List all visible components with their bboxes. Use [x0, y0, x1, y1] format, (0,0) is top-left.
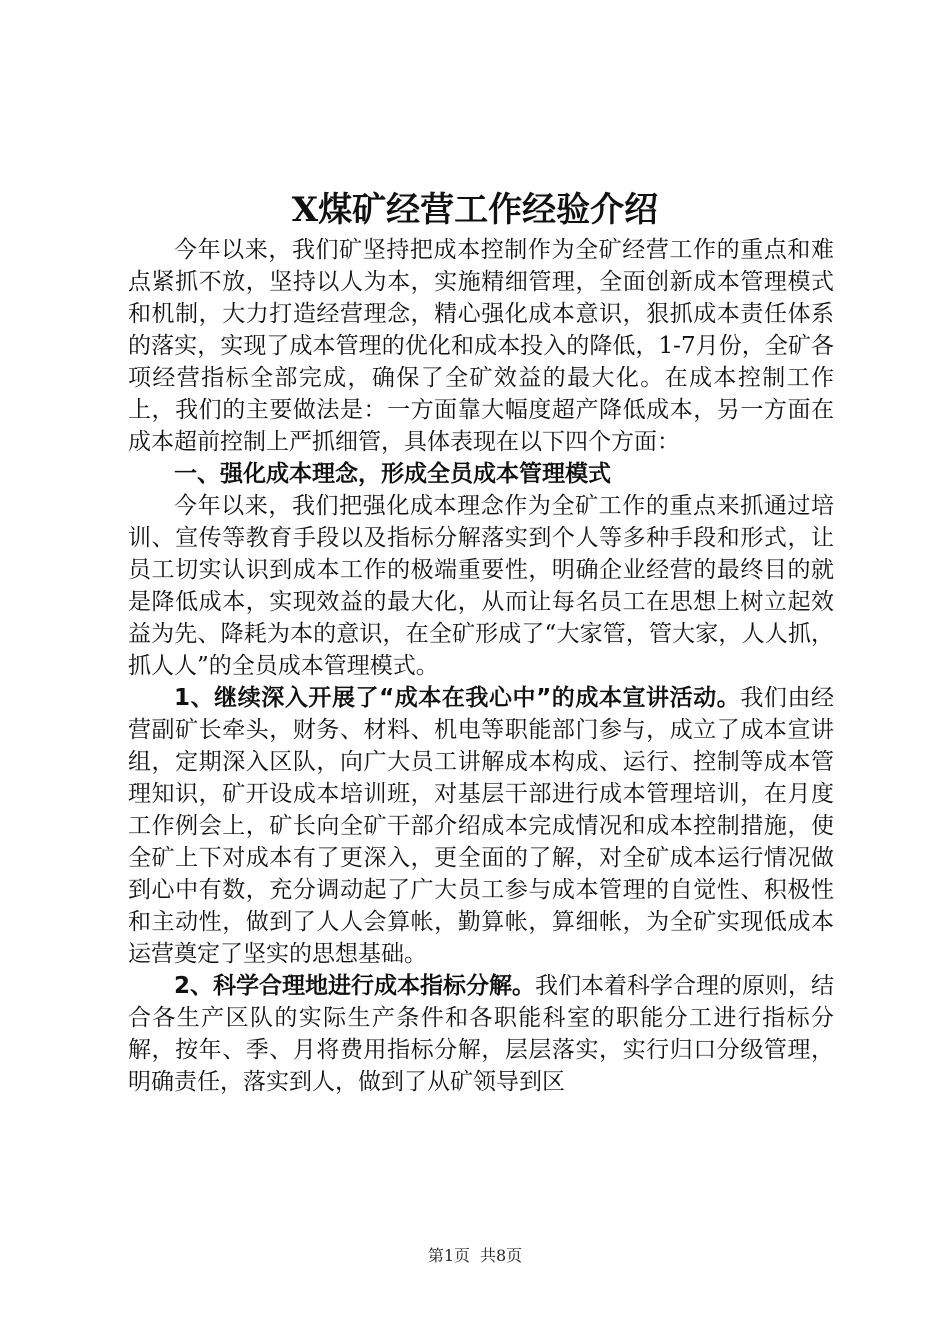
item-2-lead: 2、科学合理地进行成本指标分解。 [174, 973, 536, 999]
item-1-lead: 1、继续深入开展了“成本在我心中”的成本宣讲活动。 [174, 685, 741, 711]
item-1-text: 我们由经营副矿长牵头，财务、材料、机电等职能部门参与，成立了成本宣讲组，定期深入区队，向广大员工讲解成本构成、运行、控制等成本管理知识，矿开设成本培训班，对基层干部进行成本管理培训，在月度工作例会上，矿长向全矿干部介绍成本完成情况和成本控制措施，使全矿上下对成本有了更深入，更全面的了解，对全矿成本运行情况做到心中有数，充分调动起了广大员工参与成本管理的自觉性、积极性和主动性，做到了人人会算帐，勤算帐，算细帐，为全矿实现低成本运营奠定了坚实的思想基础。 [128, 685, 834, 967]
document-title: X煤矿经营工作经验介绍 [291, 190, 659, 230]
section-heading-1: 一、强化成本理念，形成全员成本管理模式 [174, 461, 611, 487]
paragraph-section-1: 今年以来，我们把强化成本理念作为全矿工作的重点来抓通过培训、宣传等教育手段以及指标分解落实到个人等多种手段和形式，让员工切实认识到成本工作的极端重要性，明确企业经营的最终目的就是降低成本，实现效益的最大化，从而让每名员工在思想上树立起效益为先、降耗为本的意识，在全矿形成了“大家管，管大家，人人抓，抓人人”的全员成本管理模式。 [128, 493, 834, 679]
page-total: 共8页 [480, 1246, 523, 1265]
page-footer [0, 1245, 950, 1267]
item-2-text: 我们本着科学合理的原则，结合各生产区队的实际生产条件和各职能科室的职能分工进行指标分解，按年、季、月将费用指标分解，层层落实，实行归口分级管理，明确责任，落实到人，做到了从矿领导到区 [128, 973, 835, 1095]
paragraph-intro: 今年以来，我们矿坚持把成本控制作为全矿经营工作的重点和难点紧抓不放，坚持以人为本，实施精细管理，全面创新成本管理模式和机制，大力打造经营理念，精心强化成本意识，狠抓成本责任体系的落实，实现了成本管理的优化和成本投入的降低，1-7月份，全矿各项经营指标全部完成，确保了全矿效益的最大化。在成本控制工作上，我们的主要做法是：一方面靠大幅度超产降低成本，另一方面在成本超前控制上严抓细管，具体表现在以下四个方面： [128, 237, 834, 455]
page-number: 第1页 [427, 1246, 470, 1265]
document-body [128, 234, 834, 1098]
paragraph-item-1 [128, 682, 834, 970]
paragraph-item-2 [128, 970, 834, 1098]
